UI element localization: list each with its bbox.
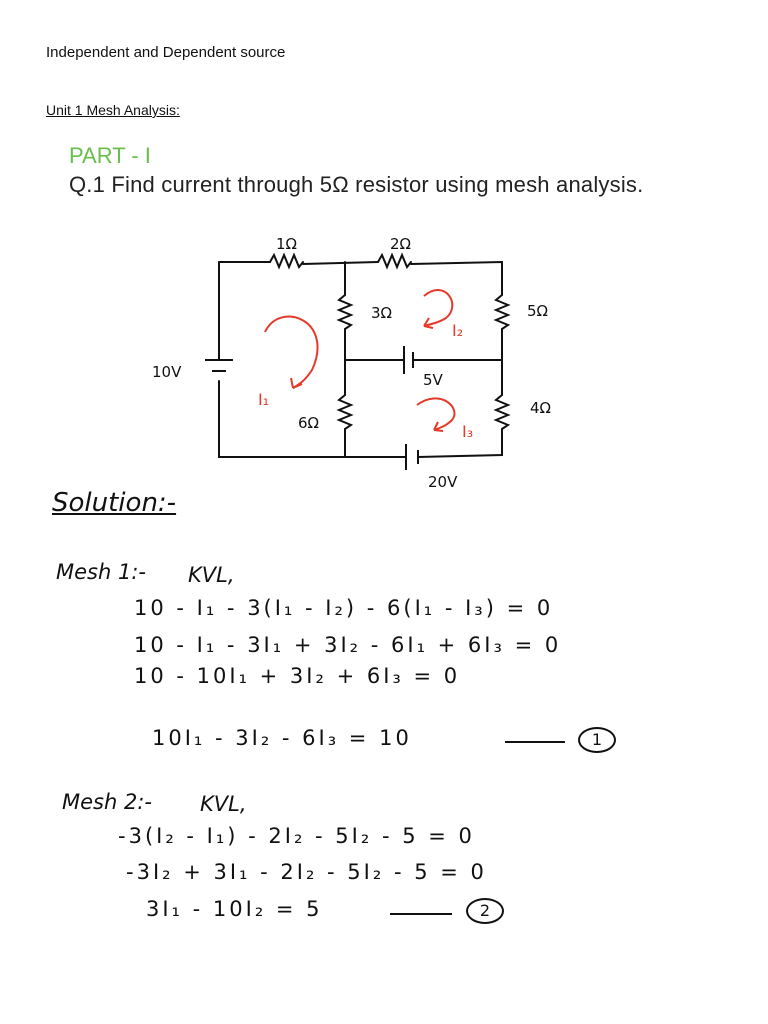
mesh2-result: 3I₁ - 10I₂ = 5 bbox=[146, 897, 323, 921]
label-r4: 4Ω bbox=[530, 399, 552, 417]
label-r3: 3Ω bbox=[371, 304, 393, 322]
equation-number-1: 1 bbox=[578, 727, 616, 753]
document-title: Independent and Dependent source bbox=[46, 44, 286, 61]
resistor-5ohm bbox=[496, 295, 508, 329]
label-r2: 2Ω bbox=[390, 235, 412, 253]
mesh2-line-2: -3I₂ + 3I₁ - 2I₂ - 5I₂ - 5 = 0 bbox=[126, 860, 487, 884]
resistor-2ohm bbox=[378, 255, 411, 267]
part-heading: PART - I bbox=[69, 143, 151, 168]
question-text: Q.1 Find current through 5Ω resistor using mesh analysis. bbox=[69, 172, 644, 197]
mesh1-kvl: KVL, bbox=[188, 563, 235, 587]
resistor-4ohm bbox=[496, 395, 508, 429]
unit-title: Unit 1 Mesh Analysis: bbox=[46, 102, 180, 118]
label-20v: 20V bbox=[428, 473, 458, 491]
equation-number-2: 2 bbox=[466, 898, 504, 924]
mesh2-line-1: -3(I₂ - I₁) - 2I₂ - 5I₂ - 5 = 0 bbox=[118, 824, 475, 848]
label-r5: 5Ω bbox=[527, 302, 549, 320]
mesh2-label: Mesh 2:- bbox=[62, 790, 152, 814]
label-r6: 6Ω bbox=[298, 414, 320, 432]
mesh1-line-3: 10 - 10I₁ + 3I₂ + 6I₃ = 0 bbox=[134, 664, 461, 688]
label-r1: 1Ω bbox=[276, 235, 298, 253]
label-10v: 10V bbox=[152, 363, 182, 381]
resistor-3ohm bbox=[339, 295, 351, 329]
mesh1-result-dash bbox=[505, 741, 565, 743]
mesh1-line-2: 10 - I₁ - 3I₁ + 3I₂ - 6I₁ + 6I₃ = 0 bbox=[134, 633, 562, 657]
label-5v: 5V bbox=[423, 371, 443, 389]
resistor-1ohm bbox=[270, 255, 303, 267]
mesh1-line-1: 10 - I₁ - 3(I₁ - I₂) - 6(I₁ - I₃) = 0 bbox=[134, 596, 554, 620]
mesh1-result: 10I₁ - 3I₂ - 6I₃ = 10 bbox=[152, 726, 412, 750]
label-i3: I₃ bbox=[462, 422, 474, 441]
battery-sources bbox=[205, 346, 418, 470]
label-i2: I₂ bbox=[452, 321, 464, 340]
mesh1-arrow bbox=[265, 317, 318, 388]
label-i1: I₁ bbox=[258, 390, 270, 409]
mesh2-result-dash bbox=[390, 913, 452, 915]
resistor-6ohm bbox=[339, 395, 351, 429]
solution-heading: Solution:- bbox=[52, 488, 177, 518]
mesh1-label: Mesh 1:- bbox=[56, 560, 146, 584]
mesh2-kvl: KVL, bbox=[200, 792, 247, 816]
